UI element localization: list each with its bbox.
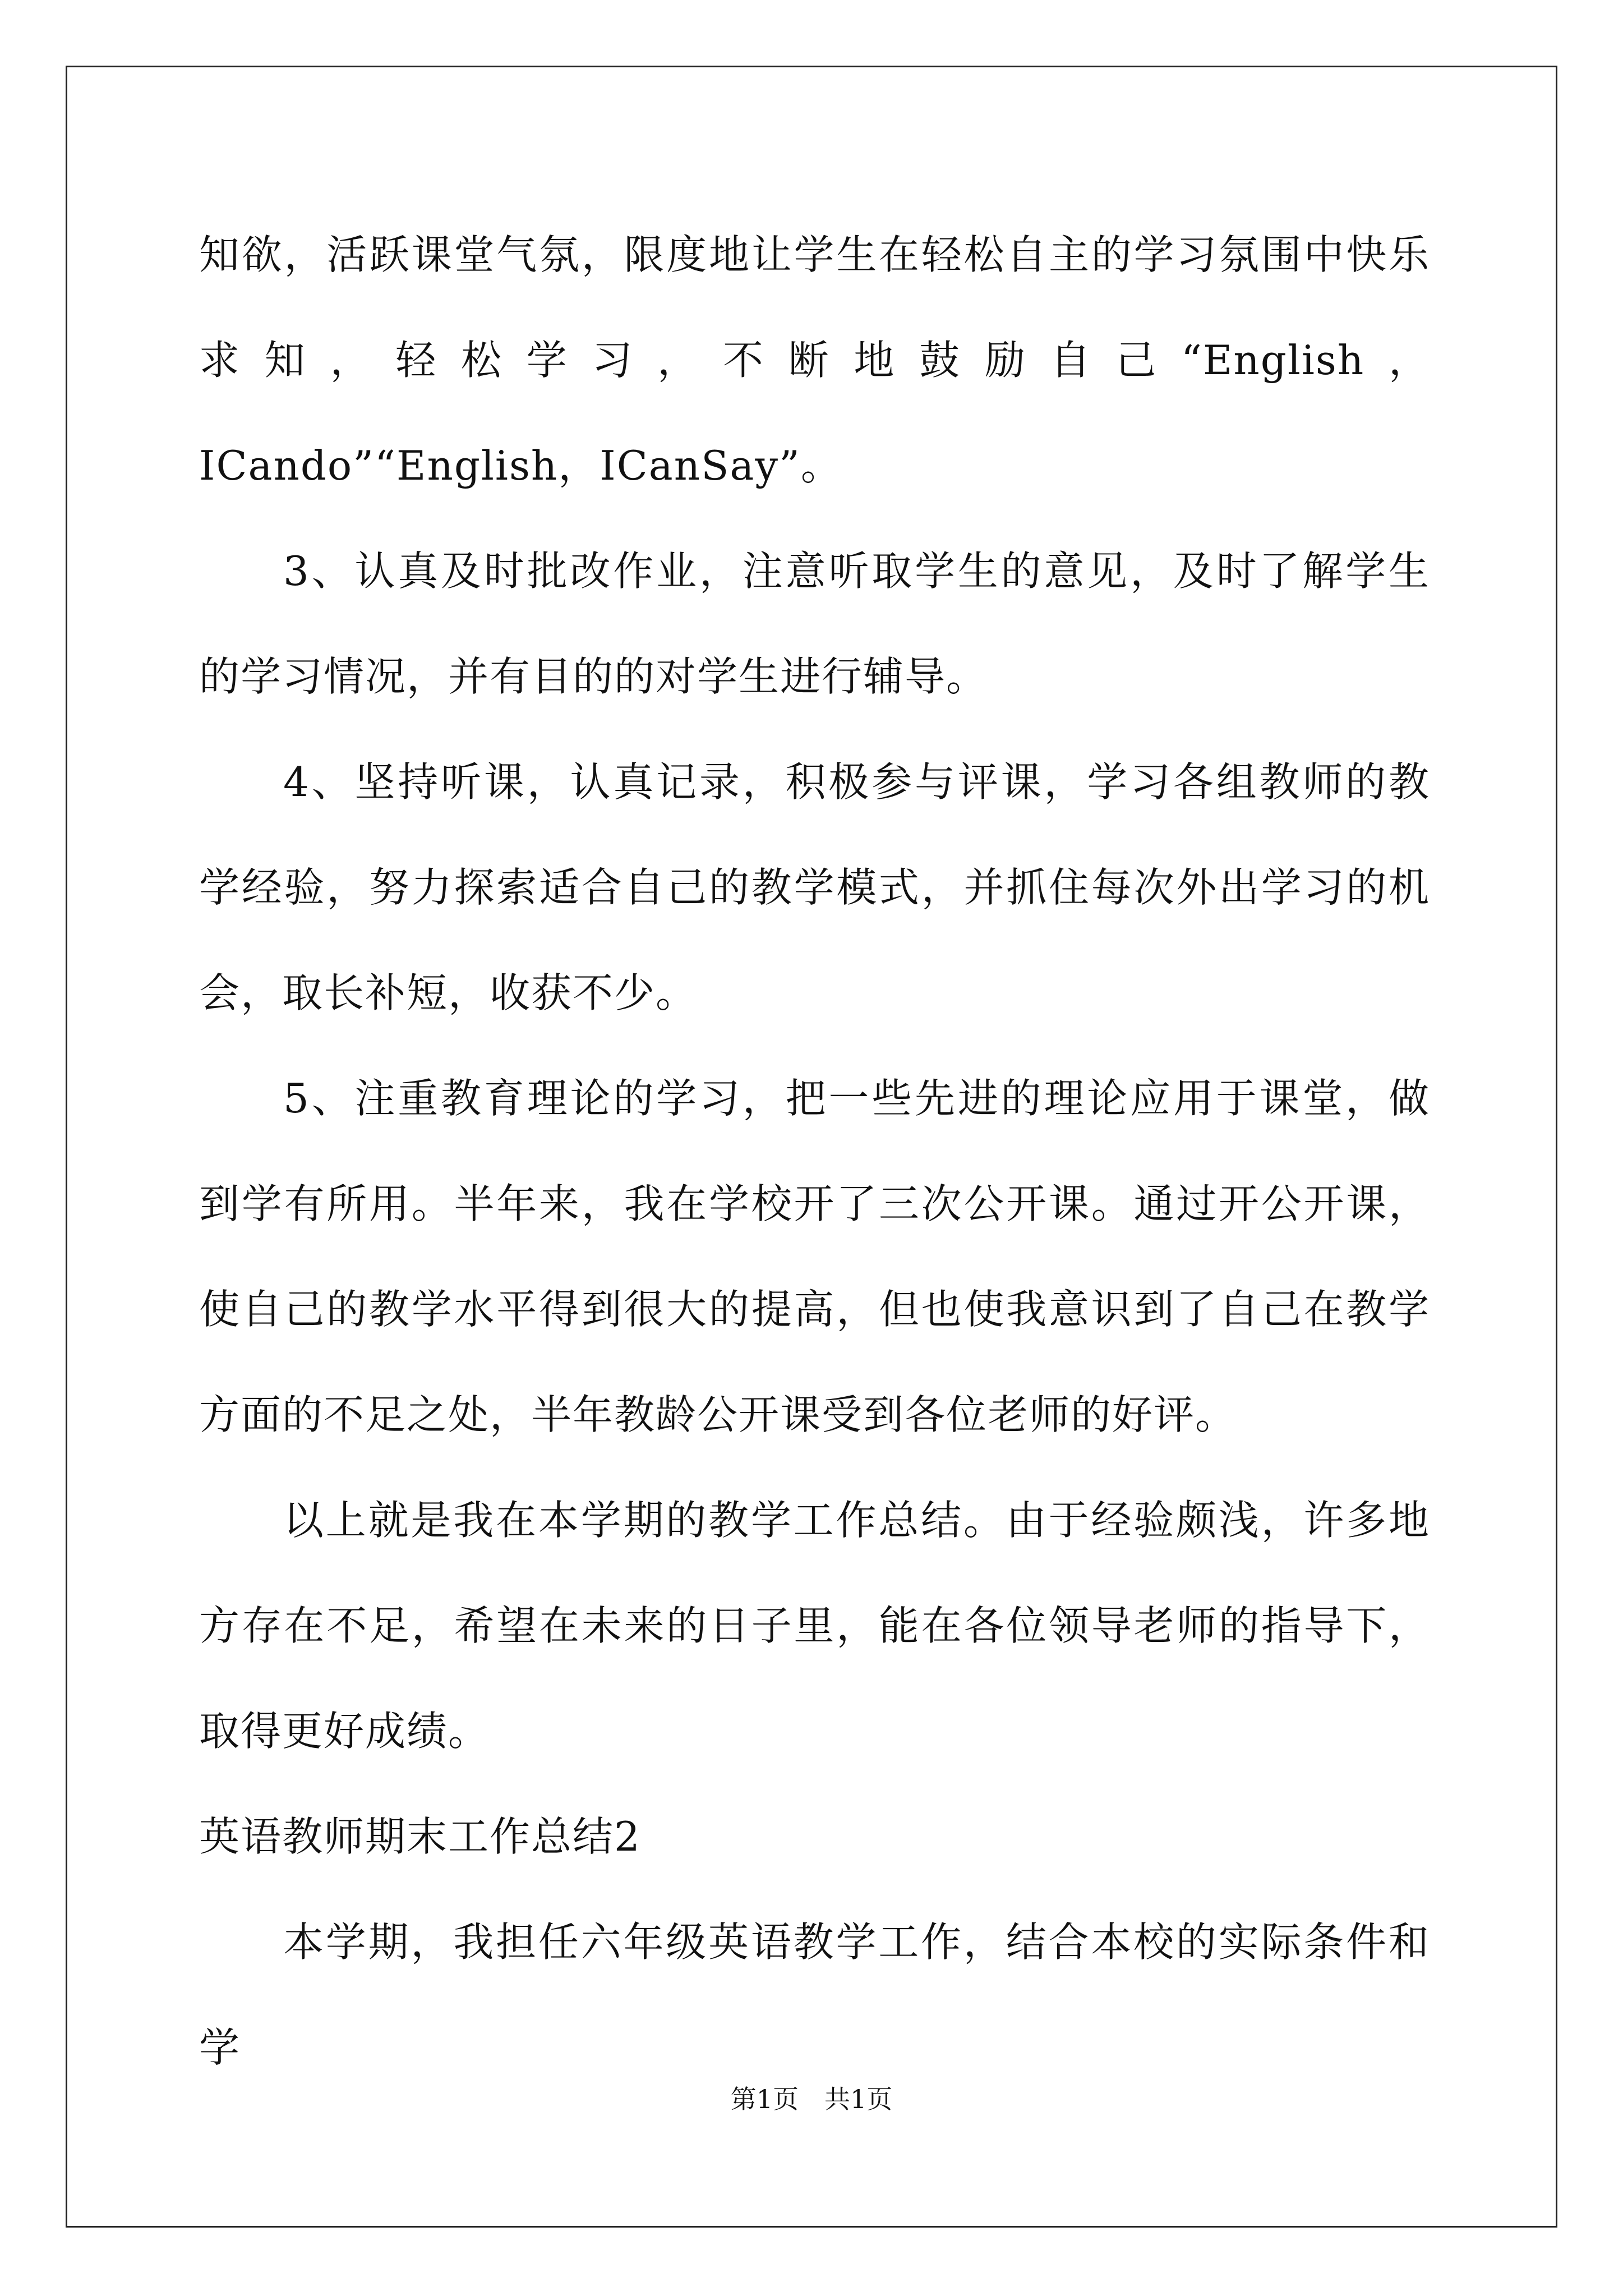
paragraph-new-section: 本学期，我担任六年级英语教学工作，结合本校的实际条件和学 bbox=[199, 1918, 1430, 2071]
page-number-footer: 第1页 共1页 bbox=[730, 2084, 893, 2114]
paragraph-item-3: 3、认真及时批改作业，注意听取学生的意见，及时了解学生的学习情况，并有目的的对学生进行辅导。 bbox=[199, 547, 1430, 700]
document-body bbox=[199, 202, 1430, 2100]
paragraph-item-4: 4、坚持听课，认真记录，积极参与评课，学习各组教师的教学经验，努力探索适合自己的教学模式，并抓住每次外出学习的机会，取长补短，收获不少。 bbox=[199, 758, 1430, 1016]
section-heading: 英语教师期末工作总结2 bbox=[199, 1813, 641, 1860]
paragraph-conclusion: 以上就是我在本学期的教学工作总结。由于经验颇浅，许多地方存在不足，希望在未来的日子里，能在各位领导老师的指导下，取得更好成绩。 bbox=[199, 1497, 1430, 1755]
paragraph-item-5: 5、注重教育理论的学习，把一些先进的理论应用于课堂，做到学有所用。半年来，我在学校开了三次公开课。通过开公开课，使自己的教学水平得到很大的提高，但也使我意识到了自己在教学方面的不足之处，半年教龄公开课受到各位老师的好评。 bbox=[199, 1075, 1430, 1438]
paragraph-continuation: 知欲，活跃课堂气氛，限度地让学生在轻松自主的学习氛围中快乐求知，轻松学习，不断地鼓励自己“English，ICando”“English，ICanSay”。 bbox=[199, 231, 1430, 489]
